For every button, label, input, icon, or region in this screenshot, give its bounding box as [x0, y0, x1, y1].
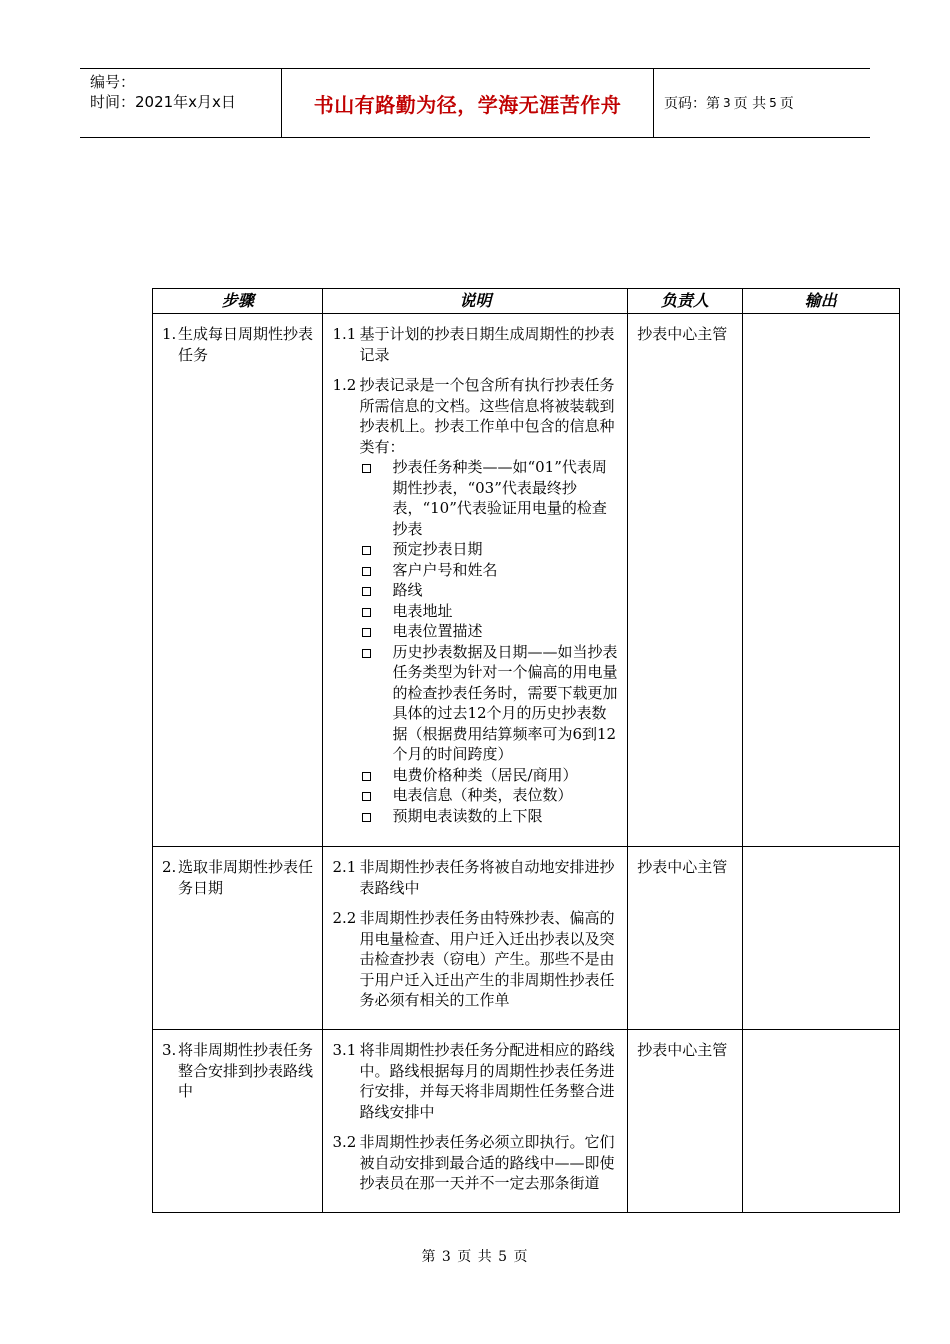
step-number: 3. — [162, 1041, 177, 1059]
sub-text: 非周期性抄表任务将被自动地安排进抄表路线中 — [359, 858, 615, 897]
list-item-text: 预定抄表日期 — [392, 540, 483, 558]
description-cell — [323, 847, 628, 1030]
sub-item — [332, 908, 621, 1011]
page-header — [80, 68, 870, 138]
page-suffix: 页 — [779, 96, 794, 112]
checkbox-bullet-icon — [362, 813, 371, 822]
header-output: 输出 — [742, 289, 899, 314]
owner-cell — [628, 847, 742, 1030]
page-mid: 页 共 — [733, 96, 767, 112]
list-item-text: 客户户号和姓名 — [392, 560, 498, 579]
number-label: 编号： — [90, 73, 136, 91]
page-prefix: 页码：第 — [664, 96, 720, 112]
step-cell — [153, 314, 323, 847]
sub-text: 非周期性抄表任务由特殊抄表、偏高的用电量检查、用户迁入迁出抄表以及突击检查抄表（窃电）产生。那些不是由于用户迁入迁出产生的非周期性抄表任务必须有相关的工作单 — [359, 909, 615, 1009]
checkbox-bullet-icon — [362, 772, 371, 781]
step-number: 2. — [162, 858, 177, 876]
process-table — [152, 288, 900, 1213]
date-label: 时间：2021年x月x日 — [90, 93, 236, 111]
header-motto-cell — [282, 69, 653, 137]
sub-number: 1.1 — [332, 325, 357, 343]
step-number: 1. — [162, 325, 177, 343]
checkbox-bullet-icon — [362, 464, 371, 473]
table-row — [153, 1030, 900, 1213]
sub-item — [332, 1040, 621, 1122]
page-total: 5 — [769, 96, 777, 110]
sub-item — [332, 324, 621, 365]
table-header-row — [153, 289, 900, 314]
owner-text: 抄表中心主管 — [637, 1041, 728, 1059]
info-bullet-list — [359, 457, 621, 826]
table-row — [153, 847, 900, 1030]
list-item-text: 电表位置描述 — [392, 622, 483, 640]
sub-number: 2.1 — [332, 858, 357, 876]
description-cell — [323, 1030, 628, 1213]
step-text: 选取非周期性抄表任务日期 — [178, 858, 314, 897]
step-text: 将非周期性抄表任务整合安排到抄表路线中 — [178, 1041, 314, 1100]
header-page-number — [664, 69, 794, 137]
owner-cell — [628, 1030, 742, 1213]
sub-item — [332, 857, 621, 898]
sub-number: 1.2 — [332, 376, 357, 394]
sub-item — [332, 1132, 621, 1194]
list-item-text: 预期电表读数的上下限 — [392, 806, 543, 825]
sub-number: 2.2 — [332, 909, 357, 927]
checkbox-bullet-icon — [362, 628, 371, 637]
output-cell — [742, 847, 899, 1030]
list-item-text: 电费价格种类（居民/商用） — [392, 765, 578, 784]
owner-text: 抄表中心主管 — [637, 858, 728, 876]
sub-text: 非周期性抄表任务必须立即执行。它们被自动安排到最合适的路线中——即使抄表员在那一天并不一定去那条街道 — [359, 1133, 615, 1192]
sub-text: 将非周期性抄表任务分配进相应的路线中。路线根据每月的周期性抄表任务进行安排，并每天将非周期性任务整合进路线安排中 — [359, 1041, 615, 1121]
checkbox-bullet-icon — [362, 546, 371, 555]
list-item-text: 路线 — [392, 581, 423, 599]
owner-text: 抄表中心主管 — [637, 325, 728, 343]
checkbox-bullet-icon — [362, 567, 371, 576]
list-item-text: 电表信息（种类，表位数） — [392, 786, 573, 804]
checkbox-bullet-icon — [362, 649, 371, 658]
list-item — [359, 601, 621, 622]
header-motto: 书山有路勤为径，学海无涯苦作舟 — [313, 92, 622, 117]
list-item — [359, 580, 621, 601]
header-divider — [653, 69, 654, 137]
list-item-text: 电表地址 — [392, 601, 453, 620]
list-item — [359, 457, 621, 539]
output-cell — [742, 314, 899, 847]
checkbox-bullet-icon — [362, 608, 371, 617]
page-footer: 第 3 页 共 5 页 — [421, 1249, 529, 1265]
page-current: 3 — [723, 96, 731, 110]
list-item — [359, 785, 621, 806]
list-item — [359, 642, 621, 765]
list-item-text: 抄表任务种类——如“01”代表周期性抄表，“03”代表最终抄表，“10”代表验证用电量的检查抄表 — [392, 458, 607, 538]
header-description: 说明 — [323, 289, 628, 314]
header-meta — [90, 72, 280, 112]
list-item — [359, 621, 621, 642]
sub-number: 3.2 — [332, 1133, 357, 1151]
description-cell — [323, 314, 628, 847]
checkbox-bullet-icon — [362, 792, 371, 801]
sub-item — [332, 375, 621, 826]
step-cell — [153, 847, 323, 1030]
list-item — [359, 539, 621, 560]
sub-text: 抄表记录是一个包含所有执行抄表任务所需信息的文档。这些信息将被装载到抄表机上。抄表工作单中包含的信息种类有： — [359, 376, 615, 456]
step-text: 生成每日周期性抄表任务 — [178, 325, 314, 364]
list-item — [359, 806, 621, 827]
list-item — [359, 560, 621, 581]
list-item-text: 历史抄表数据及日期——如当抄表任务类型为针对一个偏高的用电量的检查抄表任务时，需要下载更加具体的过去12个月的历史抄表数据（根据费用结算频率可为6到12个月的时间跨度） — [392, 642, 618, 763]
list-item — [359, 765, 621, 786]
output-cell — [742, 1030, 899, 1213]
sub-text: 基于计划的抄表日期生成周期性的抄表记录 — [359, 325, 615, 364]
table-row — [153, 314, 900, 847]
owner-cell — [628, 314, 742, 847]
header-owner: 负责人 — [628, 289, 742, 314]
sub-number: 3.1 — [332, 1041, 357, 1059]
step-cell — [153, 1030, 323, 1213]
header-step: 步骤 — [153, 289, 323, 314]
checkbox-bullet-icon — [362, 587, 371, 596]
